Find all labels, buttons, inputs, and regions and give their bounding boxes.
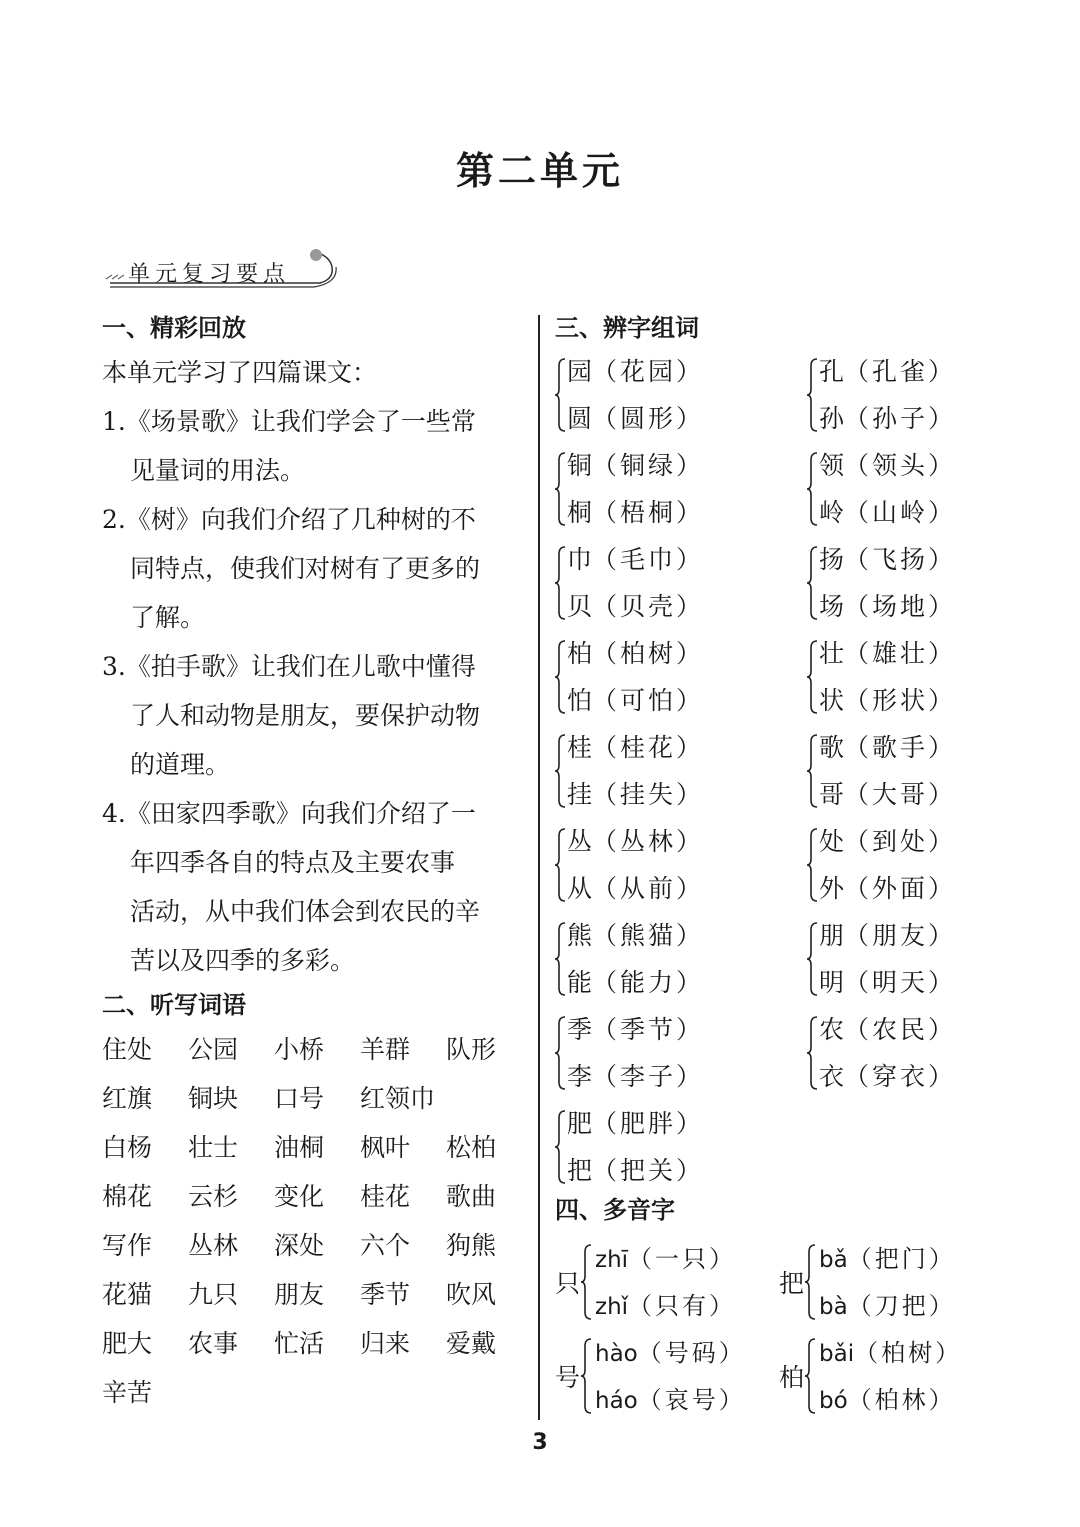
pair-character: 状 xyxy=(819,686,845,715)
char-pair-row xyxy=(819,1053,956,1100)
dictation-word: 季节 xyxy=(360,1280,411,1309)
pair-word: （季节） xyxy=(592,1015,705,1044)
review-item xyxy=(102,397,532,495)
section-banner xyxy=(102,243,342,295)
pair-character: 园 xyxy=(567,357,593,386)
char-pair xyxy=(555,348,755,442)
review-item xyxy=(102,789,532,985)
brace-icon xyxy=(555,1110,567,1184)
char-pair-row xyxy=(819,583,956,630)
pair-character: 从 xyxy=(567,874,593,903)
char-pair-row xyxy=(567,1006,704,1053)
char-pair-row xyxy=(567,771,704,818)
polyphone-character: 柏 xyxy=(779,1363,805,1392)
section-dictation-title: 二、听写词语 xyxy=(102,991,246,1019)
polyphone-item xyxy=(779,1236,979,1330)
column-divider xyxy=(538,315,540,1420)
char-pair-row xyxy=(819,489,956,536)
review-line: 见量词的用法。 xyxy=(130,456,306,485)
review-item xyxy=(102,495,532,642)
dictation-word xyxy=(446,1074,532,1123)
pair-character: 贝 xyxy=(567,592,593,621)
char-pair-row xyxy=(567,395,704,442)
dictation-word: 油桐 xyxy=(274,1133,325,1162)
pair-word: （朋友） xyxy=(844,921,957,950)
review-line: 4.《田家四季歌》向我们介绍了一 xyxy=(102,799,476,828)
review-line: 苦以及四季的多彩。 xyxy=(130,946,356,975)
pair-word: （从前） xyxy=(592,874,705,903)
char-pair xyxy=(555,912,755,1006)
char-pair-row xyxy=(819,1006,956,1053)
polyphone-reading xyxy=(595,1377,746,1424)
pinyin: bǎ xyxy=(819,1247,848,1273)
polyphone-reading xyxy=(595,1236,736,1283)
pair-word: （大哥） xyxy=(844,780,957,809)
polyphone-word: （柏林） xyxy=(847,1386,956,1414)
review-item xyxy=(102,642,532,789)
pair-word: （圆形） xyxy=(592,404,705,433)
dictation-word-grid xyxy=(102,1025,532,1417)
pair-character: 歌 xyxy=(819,733,845,762)
brace-icon xyxy=(805,1338,817,1414)
dictation-word: 变化 xyxy=(274,1182,325,1211)
pair-word: （丛林） xyxy=(592,827,705,856)
brace-icon xyxy=(555,640,567,714)
brace-icon xyxy=(555,452,567,526)
review-line: 了解。 xyxy=(130,603,206,632)
pair-word: （铜绿） xyxy=(592,451,705,480)
pair-character: 丛 xyxy=(567,827,593,856)
pair-character: 熊 xyxy=(567,921,593,950)
polyphone-word: （把门） xyxy=(847,1245,956,1273)
pair-word: （领头） xyxy=(844,451,957,480)
char-pair-row xyxy=(819,677,956,724)
char-pair-row xyxy=(819,630,956,677)
polyphone-reading xyxy=(819,1330,962,1377)
char-pair-row xyxy=(819,959,956,1006)
brace-icon xyxy=(807,828,819,902)
dictation-word: 队形 xyxy=(446,1035,497,1064)
dictation-word: 住处 xyxy=(102,1035,153,1064)
pair-character: 明 xyxy=(819,968,845,997)
brace-icon xyxy=(555,922,567,996)
dictation-word: 小桥 xyxy=(274,1035,325,1064)
dictation-word: 口号 xyxy=(274,1084,325,1113)
pair-word: （毛巾） xyxy=(592,545,705,574)
polyphone-list xyxy=(555,1236,975,1426)
pair-word: （歌手） xyxy=(844,733,957,762)
review-line: 3.《拍手歌》让我们在儿歌中懂得 xyxy=(102,652,476,681)
review-line: 的道理。 xyxy=(130,750,231,779)
pair-word: （孙子） xyxy=(844,404,957,433)
char-pair-row xyxy=(567,1147,704,1194)
char-pair-row xyxy=(567,1053,704,1100)
char-pair xyxy=(555,630,755,724)
dictation-word: 辛苦 xyxy=(102,1378,153,1407)
dictation-word: 农事 xyxy=(188,1329,239,1358)
brace-icon xyxy=(807,922,819,996)
pair-word: （外面） xyxy=(844,874,957,903)
char-pair-row xyxy=(567,677,704,724)
char-pair-row xyxy=(819,442,956,489)
pair-word: （到处） xyxy=(844,827,957,856)
dictation-word: 肥大 xyxy=(102,1329,153,1358)
char-pair xyxy=(555,1100,755,1194)
pair-character: 孔 xyxy=(819,357,845,386)
brace-icon xyxy=(807,640,819,714)
char-pair-row xyxy=(567,630,704,677)
brace-icon xyxy=(807,1016,819,1090)
char-pair-row xyxy=(567,536,704,583)
pair-word: （花园） xyxy=(592,357,705,386)
pinyin: zhī xyxy=(595,1247,629,1273)
dictation-word: 红旗 xyxy=(102,1084,153,1113)
char-pair-row xyxy=(819,771,956,818)
pair-character: 处 xyxy=(819,827,845,856)
pair-character: 哥 xyxy=(819,780,845,809)
polyphone-word: （柏树） xyxy=(854,1339,963,1367)
dictation-word: 忙活 xyxy=(274,1329,325,1358)
char-pair-row xyxy=(567,489,704,536)
polyphone-word: （哀号） xyxy=(637,1386,746,1414)
pair-word: （能力） xyxy=(592,968,705,997)
char-pair xyxy=(555,442,755,536)
pair-word: （李子） xyxy=(592,1062,705,1091)
dictation-word: 丛林 xyxy=(188,1231,239,1260)
pair-character: 壮 xyxy=(819,639,845,668)
pair-word: （山岭） xyxy=(844,498,957,527)
banner-title: 单元复习要点 xyxy=(128,262,291,287)
char-pair xyxy=(555,536,755,630)
dictation-word: 爱戴 xyxy=(446,1329,497,1358)
brace-icon xyxy=(805,1244,817,1320)
pinyin: háo xyxy=(595,1388,638,1414)
section-char-pairs-title: 三、辨字组词 xyxy=(555,314,699,342)
char-pair-row xyxy=(819,724,956,771)
dictation-word: 桂花 xyxy=(360,1182,411,1211)
brace-icon xyxy=(807,452,819,526)
dictation-word: 归来 xyxy=(360,1329,411,1358)
polyphone-item xyxy=(779,1330,979,1424)
pair-character: 场 xyxy=(819,592,845,621)
pair-character: 怕 xyxy=(567,686,593,715)
polyphone-reading xyxy=(595,1283,736,1330)
char-pair-row xyxy=(567,865,704,912)
pair-character: 柏 xyxy=(567,639,593,668)
pair-word: （柏树） xyxy=(592,639,705,668)
pair-character: 农 xyxy=(819,1015,845,1044)
pair-word: （肥胖） xyxy=(592,1109,705,1138)
review-line: 2.《树》向我们介绍了几种树的不 xyxy=(102,505,476,534)
pair-word: （孔雀） xyxy=(844,357,957,386)
char-pair-row xyxy=(567,348,704,395)
section-polyphone-title: 四、多音字 xyxy=(555,1196,675,1224)
pinyin: zhǐ xyxy=(595,1294,629,1320)
pair-word: （贝壳） xyxy=(592,592,705,621)
dictation-word: 歌曲 xyxy=(446,1182,497,1211)
brace-icon xyxy=(555,828,567,902)
brace-icon xyxy=(807,546,819,620)
right-column xyxy=(555,308,975,1426)
polyphone-reading xyxy=(819,1377,956,1424)
char-pair-row xyxy=(567,724,704,771)
char-pair-row xyxy=(567,912,704,959)
char-pair xyxy=(807,912,1007,1006)
char-pair-row xyxy=(567,583,704,630)
pair-character: 衣 xyxy=(819,1062,845,1091)
char-pair xyxy=(807,442,1007,536)
pinyin: bǎi xyxy=(819,1341,855,1367)
pair-character: 把 xyxy=(567,1156,593,1185)
review-line: 活动，从中我们体会到农民的辛 xyxy=(130,897,481,926)
char-pair-row xyxy=(819,818,956,865)
pair-character: 挂 xyxy=(567,780,593,809)
dictation-word: 六个 xyxy=(360,1231,411,1260)
dictation-word: 写作 xyxy=(102,1231,153,1260)
dictation-word: 羊群 xyxy=(360,1035,411,1064)
section-review-title: 一、精彩回放 xyxy=(102,314,246,342)
char-pair-row xyxy=(567,1100,704,1147)
review-line: 1.《场景歌》让我们学会了一些常 xyxy=(102,407,476,436)
pair-character: 巾 xyxy=(567,545,593,574)
pair-character: 桐 xyxy=(567,498,593,527)
pair-character: 领 xyxy=(819,451,845,480)
left-column xyxy=(102,308,532,1417)
review-line: 同特点，使我们对树有了更多的 xyxy=(130,554,481,583)
dictation-word: 铜块 xyxy=(188,1084,239,1113)
char-pair xyxy=(807,1006,1007,1100)
brace-icon xyxy=(581,1338,593,1414)
dictation-word: 吹风 xyxy=(446,1280,497,1309)
brace-icon xyxy=(555,734,567,808)
pinyin: bà xyxy=(819,1294,848,1320)
dictation-word: 棉花 xyxy=(102,1182,153,1211)
char-pair xyxy=(807,818,1007,912)
pair-word: （桂花） xyxy=(592,733,705,762)
dictation-word: 云杉 xyxy=(188,1182,239,1211)
pair-word: （场地） xyxy=(844,592,957,621)
pair-character: 外 xyxy=(819,874,845,903)
pinyin: bó xyxy=(819,1388,848,1414)
dictation-word: 狗熊 xyxy=(446,1231,497,1260)
pair-character: 桂 xyxy=(567,733,593,762)
char-pair-row xyxy=(567,959,704,1006)
polyphone-character: 只 xyxy=(555,1269,581,1298)
polyphone-character: 把 xyxy=(779,1269,805,1298)
polyphone-reading xyxy=(819,1283,956,1330)
char-pair-row xyxy=(819,536,956,583)
polyphone-reading xyxy=(819,1236,956,1283)
dictation-word: 朋友 xyxy=(274,1280,325,1309)
pair-character: 扬 xyxy=(819,545,845,574)
dictation-word: 松柏 xyxy=(446,1133,497,1162)
brace-icon xyxy=(555,1016,567,1090)
pair-character: 李 xyxy=(567,1062,593,1091)
polyphone-item xyxy=(555,1330,755,1424)
pair-word: （形状） xyxy=(844,686,957,715)
char-pair xyxy=(807,724,1007,818)
pair-character: 圆 xyxy=(567,404,593,433)
dictation-word: 九只 xyxy=(188,1280,239,1309)
char-pair-row xyxy=(819,348,956,395)
polyphone-word: （只有） xyxy=(628,1292,737,1320)
dictation-word: 红领巾 xyxy=(360,1084,436,1113)
polyphone-character: 号 xyxy=(555,1363,581,1392)
char-pair xyxy=(555,1006,755,1100)
polyphone-reading xyxy=(595,1330,746,1377)
char-pair xyxy=(807,348,1007,442)
page-title: 第二单元 xyxy=(455,149,624,193)
pair-word: （农民） xyxy=(844,1015,957,1044)
char-pair-row xyxy=(819,865,956,912)
pair-word: （可怕） xyxy=(592,686,705,715)
pair-character: 肥 xyxy=(567,1109,593,1138)
pair-word: （熊猫） xyxy=(592,921,705,950)
char-pair xyxy=(807,630,1007,724)
char-pair-row xyxy=(567,818,704,865)
pair-character: 铜 xyxy=(567,451,593,480)
pair-word: （穿衣） xyxy=(844,1062,957,1091)
review-line: 了人和动物是朋友，要保护动物 xyxy=(130,701,481,730)
pair-word: （梧桐） xyxy=(592,498,705,527)
dictation-word: 白杨 xyxy=(102,1133,153,1162)
brace-icon xyxy=(555,358,567,432)
polyphone-word: （号码） xyxy=(637,1339,746,1367)
dictation-word: 枫叶 xyxy=(360,1133,411,1162)
char-pairs xyxy=(555,348,975,1190)
char-pair xyxy=(807,536,1007,630)
dictation-word: 公园 xyxy=(188,1035,239,1064)
polyphone-word: （一只） xyxy=(628,1245,737,1273)
char-pair xyxy=(555,724,755,818)
pair-character: 朋 xyxy=(819,921,845,950)
brace-icon xyxy=(807,734,819,808)
pair-character: 能 xyxy=(567,968,593,997)
dictation-word: 深处 xyxy=(274,1231,325,1260)
dictation-word: 壮士 xyxy=(188,1133,239,1162)
pair-word: （飞扬） xyxy=(844,545,957,574)
brace-icon xyxy=(581,1244,593,1320)
char-pair-row xyxy=(819,395,956,442)
pair-word: （挂失） xyxy=(592,780,705,809)
polyphone-item xyxy=(555,1236,755,1330)
pair-word: （把关） xyxy=(592,1156,705,1185)
page-number: 3 xyxy=(532,1430,548,1455)
pair-character: 岭 xyxy=(819,498,845,527)
review-intro: 本单元学习了四篇课文： xyxy=(102,358,378,387)
polyphone-word: （刀把） xyxy=(847,1292,956,1320)
dictation-word: 花猫 xyxy=(102,1280,153,1309)
char-pair-row xyxy=(819,912,956,959)
review-line: 年四季各自的特点及主要农事 xyxy=(130,848,456,877)
brace-icon xyxy=(555,546,567,620)
char-pair xyxy=(555,818,755,912)
pair-word: （明天） xyxy=(844,968,957,997)
brace-icon xyxy=(807,358,819,432)
pinyin: hào xyxy=(595,1341,638,1367)
char-pair-row xyxy=(567,442,704,489)
pair-character: 季 xyxy=(567,1015,593,1044)
pair-character: 孙 xyxy=(819,404,845,433)
pair-word: （雄壮） xyxy=(844,639,957,668)
